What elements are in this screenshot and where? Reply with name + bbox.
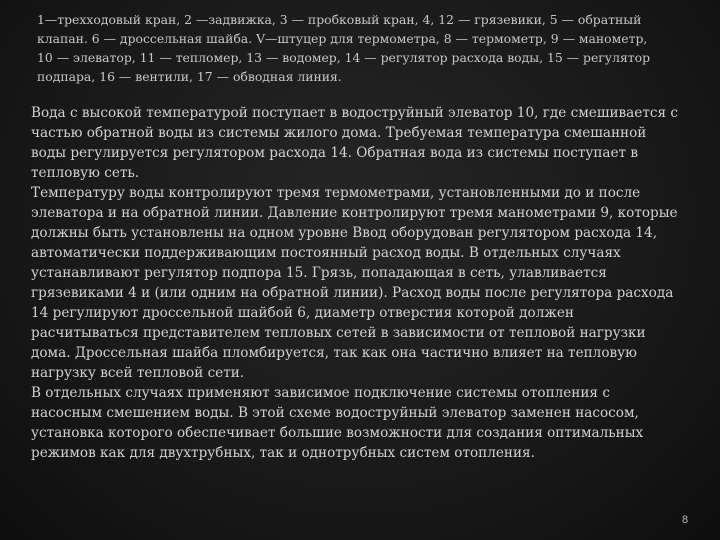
paragraph-pump: В отдельных случаях применяют зависимое подключение системы отопления с насосным смешением воды. В этой схеме водоструйный элеватор заменен насосом, установка которого обеспечивает большие возможности для создания оптимальных режимов как для двухтрубных, так и однотрубных систем отопления. (31, 385, 644, 461)
page-number: 8 (682, 514, 689, 526)
paragraph-elevator: Вода с высокой температурой поступает в водоструйный элеватор 10, где смешивается с частью обратной воды из системы жилого дома. Требуемая температура смешанной воды регулируется регулятором расхода 14. Обратная вода из системы поступает в тепловую сеть. (31, 105, 678, 181)
figure-legend: 1—трехходовый кран, 2 —задвижка, 3 — пробковый кран, 4, 12 — грязевики, 5 — обратный клапан. 6 — дроссельная шайба. V—штуцер для термометра, 8 — термометр, 9 — манометр, 10 — элеватор, 11 — тепломер, 13 — водомер, 14 — регулятор расхода воды, 15 — регулятор подпара, 16 — вентили, 17 — обводная линия. (37, 12, 651, 84)
body-text (31, 103, 679, 463)
paragraph-control: Температуру воды контролируют тремя термометрами, установленными до и после элеватора и на обратной линии. Давление контролируют тремя манометрами 9, которые должны быть установлены на одном уровне Ввод оборудован регулятором расхода 14, автоматически поддерживающим постоянный расход воды. В отдельных случаях устанавливают регулятор подпора 15. Грязь, попадающая в сеть, улавливается грязевиками 4 и (или одним на обратной линии). Расход воды после регулятора расхода 14 регулируют дроссельной шайбой 6, диаметр отверстия которой должен расчитываться представителем тепловых сетей в зависимости от тепловой нагрузки дома. Дроссельная шайба пломбируется, так как она частично влияет на тепловую нагрузку всей тепловой сети. (31, 185, 678, 381)
